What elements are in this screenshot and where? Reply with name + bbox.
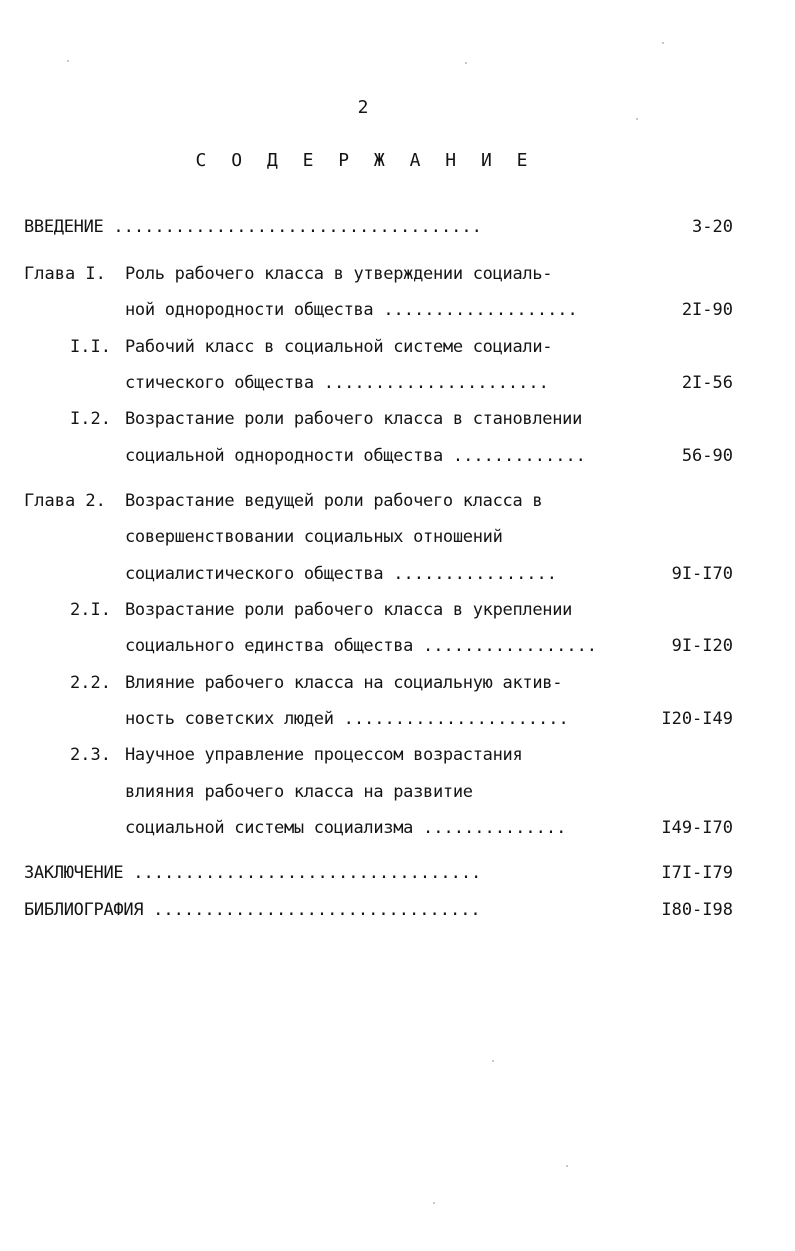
scan-speck — [662, 42, 664, 44]
toc-entry-bibliography — [24, 899, 481, 921]
dot-leader: .................................. — [133, 863, 482, 883]
toc-title: С О Д Е Р Ж А Н И Е — [195, 150, 535, 171]
chapter-pages: 9I-I70 — [671, 564, 733, 584]
section-pages: I49-I70 — [661, 818, 733, 838]
chapter-title-line: Роль рабочего класса в утверждении социаль- — [125, 264, 553, 284]
section-title-line: Возрастание роли рабочего класса в становлении — [125, 409, 583, 429]
chapter-title-line: совершенствовании социальных отношений — [125, 527, 503, 547]
section-title-line — [125, 708, 569, 730]
toc-entry-pages: I80-I98 — [661, 900, 733, 920]
chapter-title-line — [125, 299, 578, 321]
dot-leader: ................. — [423, 636, 598, 656]
section-pages: 9I-I20 — [671, 636, 733, 656]
dot-leader: ................................ — [153, 900, 481, 920]
scan-speck — [566, 1165, 568, 1167]
scan-speck — [67, 60, 69, 62]
scan-speck — [465, 62, 467, 64]
section-number: I.2. — [70, 409, 111, 429]
section-number: 2.I. — [70, 600, 111, 620]
chapter-label: Глава 2. — [24, 491, 106, 511]
chapter-title-line — [125, 563, 557, 585]
dot-leader: ................... — [383, 300, 578, 320]
dot-leader: .............. — [423, 818, 567, 838]
section-number: I.I. — [70, 337, 111, 357]
section-title-text: стического общества — [125, 373, 324, 393]
section-title-line: влияния рабочего класса на развитие — [125, 782, 473, 802]
section-title-text: социального единства общества — [125, 636, 424, 656]
chapter-title-line: Возрастание ведущей роли рабочего класса в — [125, 491, 543, 511]
section-title-text: социальной системы социализма — [125, 818, 424, 838]
section-title-line: Возрастание роли рабочего класса в укреплении — [125, 600, 573, 620]
section-title-line — [125, 445, 586, 467]
section-title-text: социальной однородности общества — [125, 446, 453, 466]
toc-entry-pages: 3-20 — [692, 217, 733, 237]
toc-entry-label: ВВЕДЕНИЕ — [24, 217, 114, 237]
section-number: 2.2. — [70, 673, 111, 693]
chapter-label: Глава I. — [24, 264, 106, 284]
chapter-title-text: социалистического общества — [125, 564, 394, 584]
toc-entry-pages: I7I-I79 — [661, 863, 733, 883]
toc-entry-label: ЗАКЛЮЧЕНИЕ — [24, 863, 134, 883]
section-number: 2.3. — [70, 745, 111, 765]
dot-leader: .................................... — [113, 217, 482, 237]
section-title-line — [125, 372, 549, 394]
section-title-text: ность советских людей — [125, 709, 344, 729]
dot-leader: ...................... — [343, 709, 569, 729]
dot-leader: ...................... — [323, 373, 549, 393]
scan-speck — [636, 118, 638, 120]
page-number: 2 — [357, 97, 369, 118]
dot-leader: ............. — [452, 446, 586, 466]
section-title-line: Рабочий класс в социальной системе социали- — [125, 337, 553, 357]
scan-speck — [492, 1060, 494, 1062]
section-title-line: Научное управление процессом возрастания — [125, 745, 523, 765]
section-title-line — [125, 817, 566, 839]
section-title-line — [125, 635, 597, 657]
toc-entry-intro — [24, 216, 482, 238]
section-pages: 56-90 — [681, 446, 733, 466]
section-title-line: Влияние рабочего класса на социальную актив- — [125, 673, 563, 693]
chapter-title-text: ной однородности общества — [125, 300, 384, 320]
toc-entry-conclusion — [24, 862, 481, 884]
chapter-pages: 2I-90 — [681, 300, 733, 320]
section-pages: I20-I49 — [661, 709, 733, 729]
toc-entry-label: БИБЛИОГРАФИЯ — [24, 900, 154, 920]
scan-speck — [433, 1202, 435, 1204]
section-pages: 2I-56 — [681, 373, 733, 393]
dot-leader: ................ — [393, 564, 558, 584]
